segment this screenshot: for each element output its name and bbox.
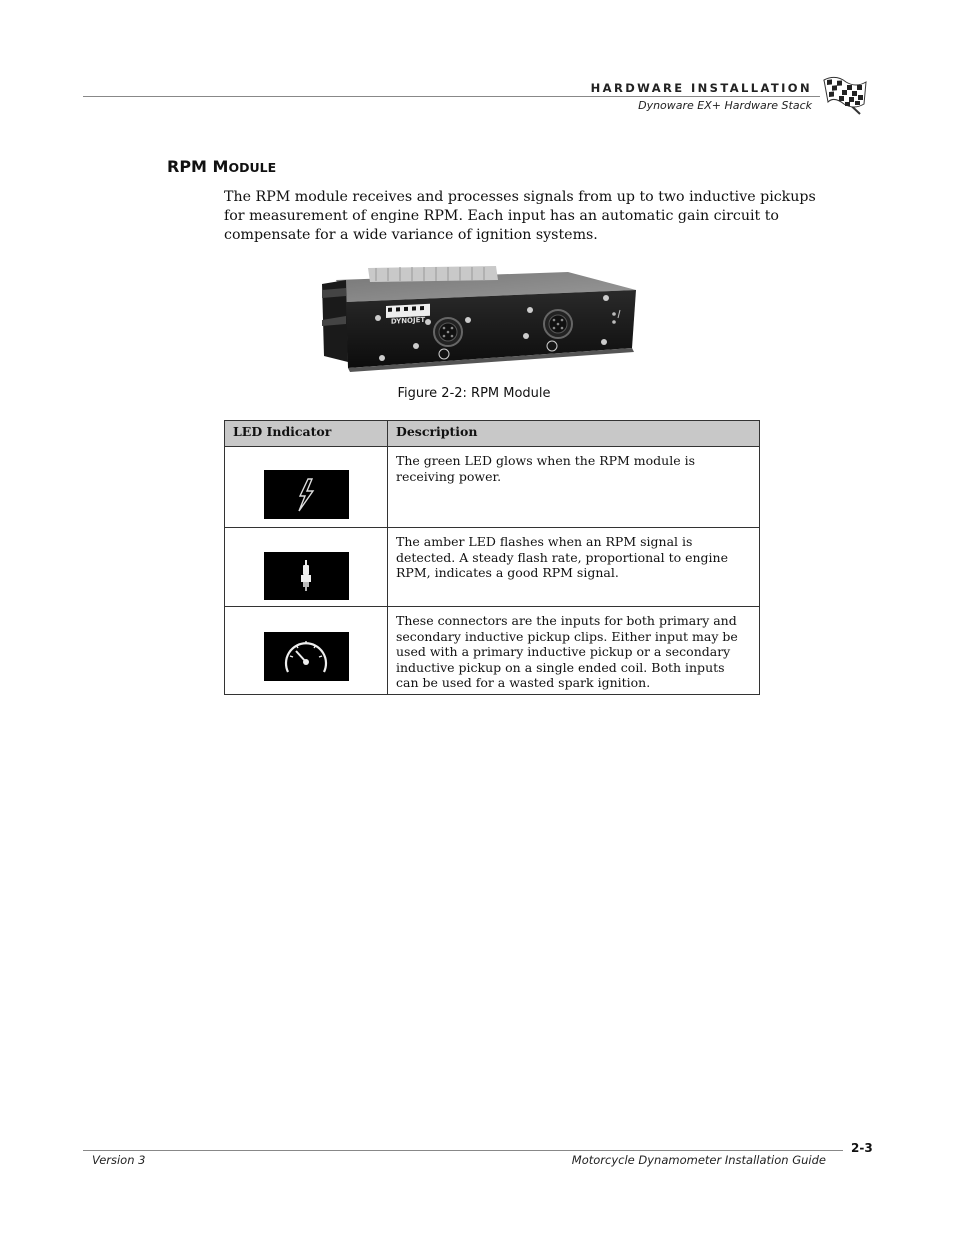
description-cell: The green LED glows when the RPM module is receiving power. [388,447,760,528]
checkered-flag-icon [820,74,868,116]
footer-guide-title: Motorcycle Dynamometer Installation Guide [571,1153,826,1167]
page-number: 2-3 [851,1141,873,1155]
table-row [225,607,760,695]
header-rule [83,96,820,97]
footer-version: Version 3 [92,1153,146,1167]
lightning-bolt-icon [264,470,349,519]
running-header-subtitle: Dynoware EX+ Hardware Stack [638,99,812,112]
figure-caption: Figure 2-2: RPM Module [397,386,551,401]
led-indicator-cell [225,528,388,607]
tachometer-icon [264,632,349,681]
spark-plug-icon [264,552,349,600]
description-cell: These connectors are the inputs for both primary and secondary inductive pickup clips. Either input may be used with a primary inductive pickup or a secondary inductive pickup on a single ended coil. Both inputs can be used for a wasted spark ignition. [388,607,760,695]
running-header-title: HARDWARE INSTALLATION [590,81,812,95]
footer-rule [83,1150,843,1151]
description-cell: The amber LED flashes when an RPM signal is detected. A steady flash rate, proportional to engine RPM, indicates a good RPM signal. [388,528,760,607]
table-row [225,447,760,528]
body-paragraph: The RPM module receives and processes signals from up to two inductive pickups for measurement of engine RPM. Each input has an automatic gain circuit to compensate for a wide variance of ignition systems. [224,189,816,243]
table-header-row [225,421,760,447]
led-indicator-cell [225,607,388,695]
led-indicator-table [224,420,760,695]
module-logo-text: DYNOJET [390,315,426,326]
column-header-led-indicator: LED Indicator [225,421,388,447]
section-heading-first: RPM M [167,157,229,176]
column-header-description: Description [388,421,760,447]
led-indicator-cell [225,447,388,528]
section-heading [167,157,276,176]
section-heading-rest: ODULE [228,160,277,175]
rpm-module-photo [318,262,640,372]
table-row [225,528,760,607]
